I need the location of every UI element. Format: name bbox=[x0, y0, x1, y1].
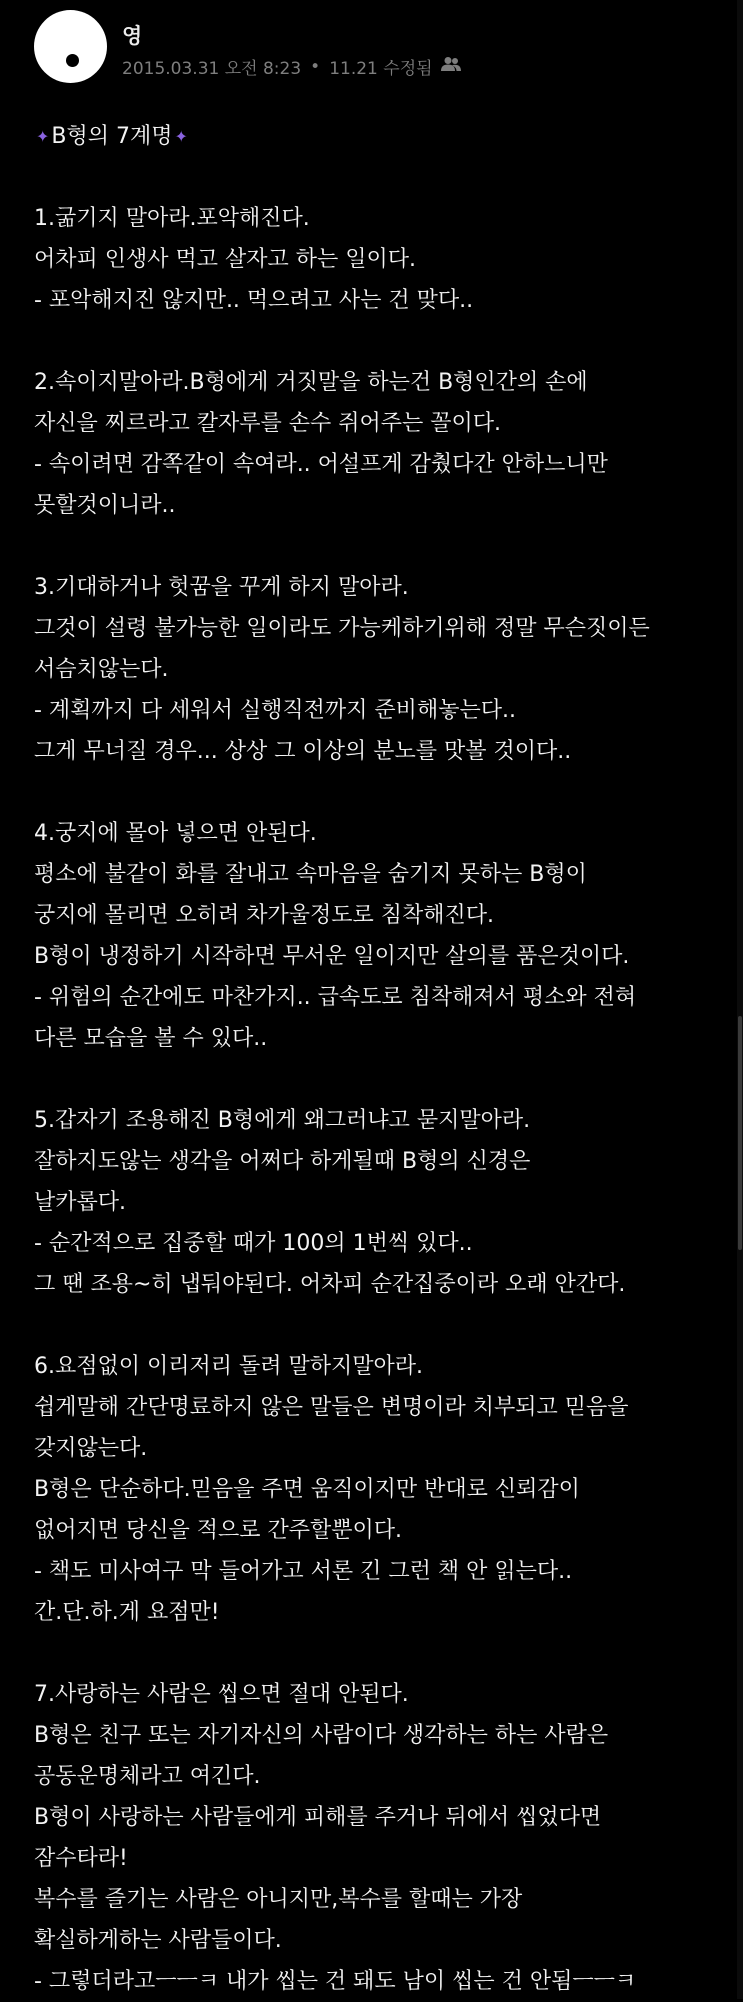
rule-line: 서슴치않는다. bbox=[34, 657, 169, 682]
rule-line: - 책도 미사여구 막 들어가고 서론 긴 그런 책 안 읽는다.. bbox=[34, 1559, 573, 1584]
people-icon bbox=[441, 56, 461, 77]
post-meta bbox=[122, 54, 461, 79]
scrollbar[interactable] bbox=[737, 0, 743, 1999]
rule-line: 궁지에 몰리면 오히려 차가울정도로 침착해진다. bbox=[34, 903, 495, 928]
rule-line: 어차피 인생사 먹고 살자고 하는 일이다. bbox=[34, 247, 416, 272]
star-icon: ✦ bbox=[174, 127, 188, 146]
rule-line: - 속이려면 감쪽같이 속여라.. 어설프게 감췄다간 안하느니만 bbox=[34, 452, 608, 477]
rule-line: 간.단.하.게 요점만! bbox=[34, 1600, 220, 1625]
rule-section bbox=[34, 198, 724, 321]
post-body bbox=[34, 116, 724, 2002]
rule-line: 없어지면 당신을 적으로 간주할뿐이다. bbox=[34, 1518, 403, 1543]
rule-line: 2.속이지말아라.B형에게 거짓말을 하는건 B형인간의 손에 bbox=[34, 370, 588, 395]
post-title bbox=[34, 116, 724, 157]
post-title-text: B형의 7계명 bbox=[51, 124, 173, 149]
scrollbar-thumb[interactable] bbox=[738, 1016, 742, 1250]
rule-line: 잘하지도않는 생각을 어쩌다 하게될때 B형의 신경은 bbox=[34, 1149, 531, 1174]
rule-line: 4.궁지에 몰아 넣으면 안된다. bbox=[34, 821, 317, 846]
rule-line: 잠수타라! bbox=[34, 1846, 128, 1871]
rule-line: B형은 친구 또는 자기자신의 사람이다 생각하는 하는 사람은 bbox=[34, 1723, 609, 1748]
rule-section bbox=[34, 362, 724, 526]
star-icon: ✦ bbox=[36, 127, 50, 146]
rule-line: 갖지않는다. bbox=[34, 1436, 148, 1461]
rule-line: 평소에 불같이 화를 잘내고 속마음을 숨기지 못하는 B형이 bbox=[34, 862, 587, 887]
rule-section bbox=[34, 1674, 724, 2002]
rule-line: - 위험의 순간에도 마찬가지.. 급속도로 침착해져서 평소와 전혀 bbox=[34, 985, 637, 1010]
avatar[interactable] bbox=[34, 10, 107, 83]
rule-line: B형이 냉정하기 시작하면 무서운 일이지만 살의를 품은것이다. bbox=[34, 944, 630, 969]
rule-line: 7.사랑하는 사람은 씹으면 절대 안된다. bbox=[34, 1682, 409, 1707]
rule-line: 1.굶기지 말아라.포악해진다. bbox=[34, 206, 310, 231]
rule-line: 쉽게말해 간단명료하지 않은 말들은 변명이라 치부되고 믿음을 bbox=[34, 1395, 629, 1420]
rule-section bbox=[34, 1346, 724, 1633]
rule-section bbox=[34, 813, 724, 1059]
rule-section bbox=[34, 567, 724, 772]
rule-line: B형이 사랑하는 사람들에게 피해를 주거나 뒤에서 씹었다면 bbox=[34, 1805, 602, 1830]
rule-line: 확실하게하는 사람들이다. bbox=[34, 1928, 282, 1953]
rule-line: - 그렇더라고ㅡㅡㅋ 내가 씹는 건 돼도 남이 씹는 건 안됨ㅡㅡㅋ bbox=[34, 1969, 637, 1994]
rule-line: 그 땐 조용~히 냅둬야된다. 어차피 순간집중이라 오래 안간다. bbox=[34, 1272, 626, 1297]
avatar-dot bbox=[66, 54, 79, 67]
rule-line: 5.갑자기 조용해진 B형에게 왜그러냐고 묻지말아라. bbox=[34, 1108, 531, 1133]
rule-line: 다른 모습을 볼 수 있다.. bbox=[34, 1026, 268, 1051]
rule-section bbox=[34, 1100, 724, 1305]
rule-line: 6.요점없이 이리저리 돌려 말하지말아라. bbox=[34, 1354, 423, 1379]
rule-line: - 순간적으로 집중할 때가 100의 1번씩 있다.. bbox=[34, 1231, 473, 1256]
rule-line: 복수를 즐기는 사람은 아니지만,복수를 할때는 가장 bbox=[34, 1887, 523, 1912]
rule-line: B형은 단순하다.믿음을 주면 움직이지만 반대로 신뢰감이 bbox=[34, 1477, 580, 1502]
rule-line: 못할것이니라.. bbox=[34, 493, 176, 518]
author-name[interactable]: 영 bbox=[122, 24, 143, 48]
rule-line: 그게 무너질 경우... 상상 그 이상의 분노를 맛볼 것이다.. bbox=[34, 739, 572, 764]
edited-label: 11.21 수정됨 bbox=[329, 59, 433, 79]
rule-line: - 계획까지 다 세워서 실행직전까지 준비해놓는다.. bbox=[34, 698, 516, 723]
rule-line: 날카롭다. bbox=[34, 1190, 127, 1215]
meta-separator: • bbox=[310, 56, 321, 77]
rules-list bbox=[34, 198, 724, 2002]
rule-line: 자신을 찌르라고 칼자루를 손수 쥐어주는 꼴이다. bbox=[34, 411, 502, 436]
post-date: 2015.03.31 오전 8:23 bbox=[122, 59, 302, 79]
rule-line: 그것이 설령 불가능한 일이라도 가능케하기위해 정말 무슨짓이든 bbox=[34, 616, 650, 641]
rule-line: 3.기대하거나 헛꿈을 꾸게 하지 말아라. bbox=[34, 575, 409, 600]
post-header bbox=[34, 10, 674, 90]
rule-line: 공동운명체라고 여긴다. bbox=[34, 1764, 261, 1789]
rule-line: - 포악해지진 않지만.. 먹으려고 사는 건 맞다.. bbox=[34, 288, 474, 313]
